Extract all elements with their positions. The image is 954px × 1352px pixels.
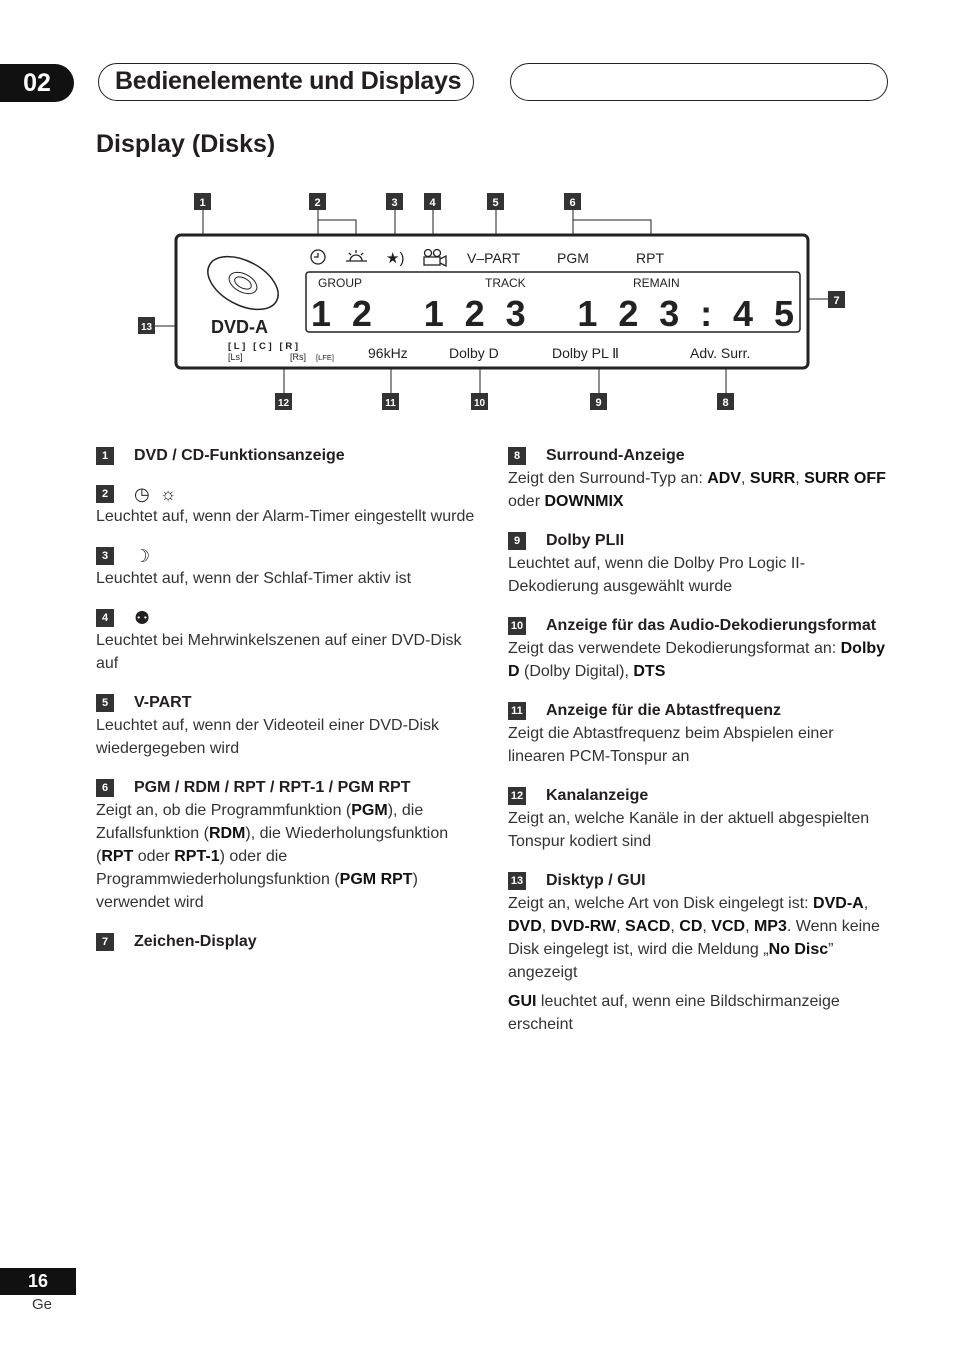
alarm-clock-icon: ◷	[134, 484, 150, 504]
item-title: Kanalanzeige	[546, 787, 649, 804]
item-description: Zeigt die Abtastfrequenz beim Abspielen einer linearen PCM-Tonspur an	[508, 725, 834, 765]
page-number: 16	[0, 1268, 76, 1295]
item-description: Leuchtet auf, wenn der Schlaf-Timer aktiv ist	[96, 570, 412, 587]
item-description: Leuchtet auf, wenn die Dolby Pro Logic II-Dekodierung ausgewählt wurde	[508, 555, 806, 595]
item-number-badge: 5	[96, 694, 114, 712]
item-extra-description: GUI leuchtet auf, wenn eine Bildschirmanzeige erscheint	[508, 993, 840, 1033]
item-title: Anzeige für das Audio-Dekodierungsformat	[546, 617, 877, 634]
item-description: Leuchtet auf, wenn der Videoteil einer DVD-Disk wiedergegeben wird	[96, 717, 439, 757]
item-number-badge: 7	[96, 933, 114, 951]
item-number-badge: 12	[508, 787, 526, 805]
item-title: DVD / CD-Funktionsanzeige	[134, 447, 345, 464]
callout-top-1	[194, 193, 211, 210]
section-title: Display (Disks)	[96, 130, 276, 158]
description-item	[508, 446, 893, 513]
svg-text:9: 9	[595, 397, 602, 409]
svg-text:4: 4	[429, 197, 436, 209]
description-item	[96, 778, 484, 914]
chapter-title: Bedienelemente und Displays	[115, 67, 462, 95]
description-item	[96, 932, 484, 952]
item-description: Zeigt an, welche Art von Disk eingelegt ist: DVD-A, DVD, DVD-RW, SACD, CD, VCD, MP3. Wenn keine Disk eingelegt ist, wird die Meldung „No Disc” angezeigt	[508, 895, 880, 981]
item-number-badge: 2	[96, 485, 114, 503]
svg-text:5: 5	[492, 197, 499, 209]
description-item	[508, 701, 893, 768]
language-code: Ge	[32, 1296, 53, 1313]
callout-bottom-8	[717, 393, 734, 410]
callout-left-13	[138, 317, 155, 334]
group-label: GROUP	[318, 276, 363, 290]
description-column-left	[96, 446, 484, 970]
sleep-timer-icon: ★)	[386, 250, 405, 267]
svg-text:1: 1	[199, 197, 206, 209]
svg-text:7: 7	[833, 295, 840, 307]
item-number-badge: 10	[508, 617, 526, 635]
item-title: Dolby PLII	[546, 532, 625, 549]
item-number-badge: 8	[508, 447, 526, 465]
sleep-timer-icon: ☽	[134, 546, 151, 566]
description-item	[96, 446, 484, 466]
callout-bottom-9	[590, 393, 607, 410]
svg-text:2: 2	[314, 197, 321, 209]
item-description: Leuchtet auf, wenn der Alarm-Timer eingestellt wurde	[96, 508, 475, 525]
chapter-title-box	[98, 63, 474, 101]
item-description: Leuchtet bei Mehrwinkelszenen auf einer DVD-Disk auf	[96, 632, 462, 672]
sunrise-icon: ☼	[159, 484, 177, 504]
callout-top-5	[487, 193, 504, 210]
callout-bottom-12	[275, 393, 292, 410]
callout-top-4	[424, 193, 441, 210]
svg-text:11: 11	[385, 398, 396, 409]
callout-bottom-10	[471, 393, 488, 410]
item-title: Zeichen-Display	[134, 933, 257, 950]
track-label: TRACK	[485, 276, 526, 290]
description-item	[96, 484, 484, 528]
svg-text:13: 13	[140, 322, 153, 333]
svg-text:3: 3	[391, 197, 398, 209]
vpart-label: V–PART	[467, 250, 521, 266]
callout-right-7	[828, 291, 845, 308]
item-title: PGM / RDM / RPT / RPT-1 / PGM RPT	[134, 779, 411, 796]
description-item	[508, 786, 893, 853]
empty-header-box	[510, 63, 888, 101]
disc-type-label: DVD-A	[211, 317, 268, 337]
svg-text:10: 10	[473, 398, 486, 409]
front-panel-display-diagram	[0, 185, 954, 420]
item-description: Zeigt an, welche Kanäle in der aktuell abgespielten Tonspur kodiert sind	[508, 810, 870, 850]
description-item	[96, 608, 484, 675]
description-item	[508, 531, 893, 598]
channel-indicator-lfe: [LFE]	[316, 353, 334, 362]
svg-text:8: 8	[722, 397, 729, 409]
callout-bottom-11	[382, 393, 399, 410]
camera-angle-icon: ⚉	[134, 608, 151, 628]
dolby-pl-label: Dolby PL Ⅱ	[552, 345, 620, 361]
svg-text:6: 6	[569, 197, 576, 209]
item-title: V-PART	[134, 694, 192, 711]
rpt-label: RPT	[636, 250, 664, 266]
item-number-badge: 4	[96, 609, 114, 627]
adv-surr-label: Adv. Surr.	[690, 345, 751, 361]
item-description: Zeigt an, ob die Programmfunktion (PGM), die Zufallsfunktion (RDM), die Wiederholungsfunktion (RPT oder RPT-1) oder die Programmwiederholungsfunktion (PGM RPT) verwendet wird	[96, 802, 449, 911]
item-description: Zeigt den Surround-Typ an: ADV, SURR, SURR OFF oder DOWNMIX	[508, 470, 886, 510]
item-number-badge: 9	[508, 532, 526, 550]
callout-top-6	[564, 193, 581, 210]
dolby-d-label: Dolby D	[449, 345, 499, 361]
remain-label: REMAIN	[633, 276, 680, 290]
channel-indicator-ls: [Ls]	[228, 352, 243, 362]
callout-top-2	[309, 193, 326, 210]
digit-display: 1 2 1 2 3 1 2 3 : 4 5	[311, 293, 794, 334]
chapter-number-badge: 02	[0, 64, 74, 102]
item-title: Anzeige für die Abtastfrequenz	[546, 702, 781, 719]
item-number-badge: 3	[96, 547, 114, 565]
pgm-label: PGM	[557, 250, 589, 266]
item-number-badge: 1	[96, 447, 114, 465]
item-title: Disktyp / GUI	[546, 872, 646, 889]
channel-indicator-top: [ L ] [ C ] [ R ]	[228, 341, 299, 352]
description-column-right	[508, 446, 893, 1054]
frequency-label: 96kHz	[368, 345, 408, 361]
description-item	[96, 546, 484, 590]
description-item	[508, 871, 893, 1036]
item-description: Zeigt das verwendete Dekodierungsformat an: Dolby D (Dolby Digital), DTS	[508, 640, 886, 680]
item-number-badge: 6	[96, 779, 114, 797]
callout-top-3	[386, 193, 403, 210]
svg-text:12: 12	[277, 398, 290, 409]
description-item	[96, 693, 484, 760]
description-item	[508, 616, 893, 683]
item-number-badge: 11	[508, 702, 526, 720]
channel-indicator-rs: [Rs]	[290, 352, 307, 362]
item-title: Surround-Anzeige	[546, 447, 685, 464]
item-number-badge: 13	[508, 872, 526, 890]
